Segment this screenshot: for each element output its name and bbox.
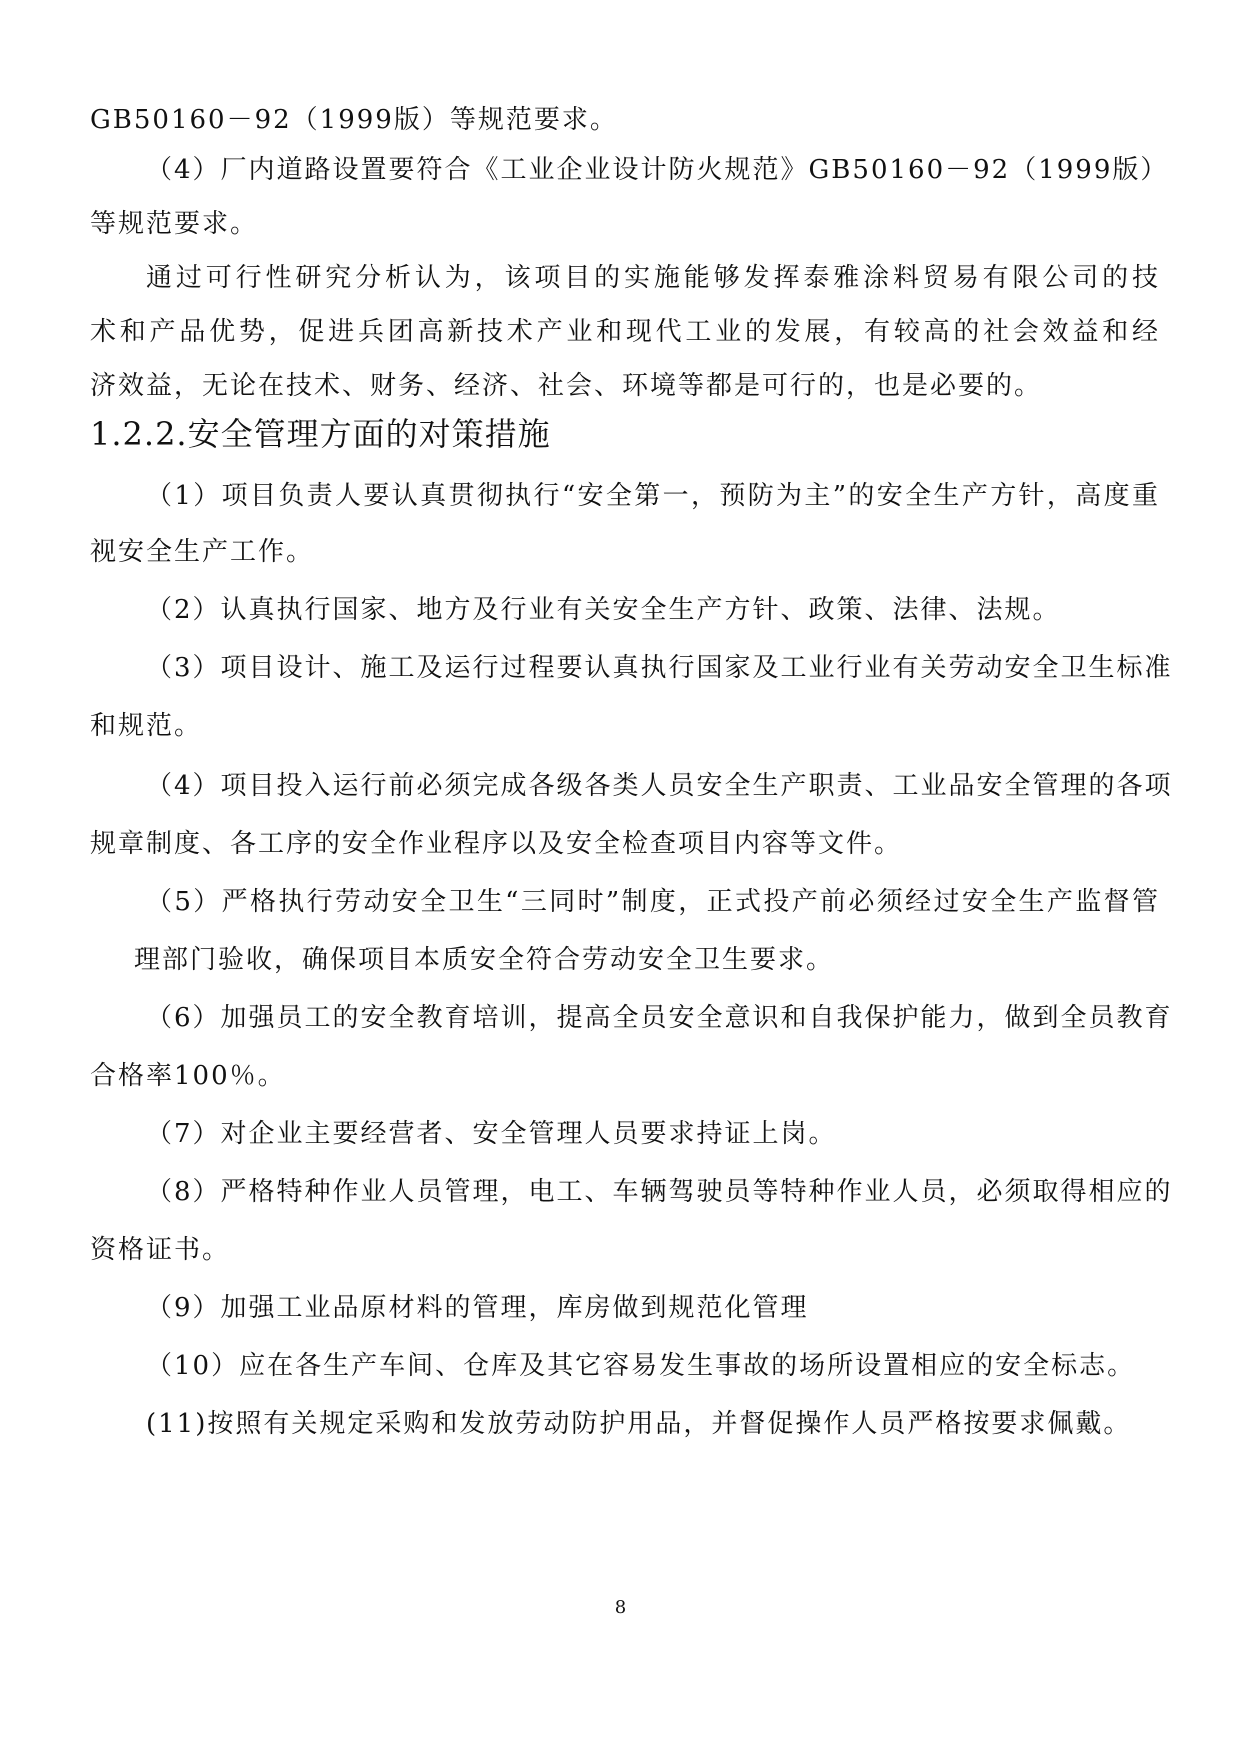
text-line: 资格证书。 [90, 1235, 231, 1265]
text-line: （4）项目投入运行前必须完成各级各类人员安全生产职责、工业品安全管理的各项 [146, 771, 1173, 801]
text-line: 合格率100％。 [90, 1061, 286, 1091]
text-line: 规章制度、各工序的安全作业程序以及安全检查项目内容等文件。 [90, 829, 903, 859]
page-number: 8 [614, 1597, 627, 1618]
section-heading: 1.2.2.安全管理方面的对策措施 [90, 415, 551, 453]
text-line: （6）加强员工的安全教育培训，提高全员安全意识和自我保护能力，做到全员教育 [146, 1003, 1173, 1033]
text-line: 和规范。 [90, 711, 203, 741]
text-line: （4）厂内道路设置要符合《工业企业设计防火规范》GB50160－92（1999版） [146, 155, 1169, 185]
text-line: (11)按照有关规定采购和发放劳动防护用品，并督促操作人员严格按要求佩戴。 [146, 1409, 1132, 1439]
text-line: 济效益，无论在技术、财务、经济、社会、环境等都是可行的，也是必要的。 [90, 371, 1043, 401]
text-line: （2）认真执行国家、地方及行业有关安全生产方针、政策、法律、法规。 [146, 595, 1061, 625]
text-line: 通过可行性研究分析认为，该项目的实施能够发挥泰雅涂料贸易有限公司的技 [146, 263, 1160, 293]
text-line: （3）项目设计、施工及运行过程要认真执行国家及工业行业有关劳动安全卫生标准 [146, 653, 1173, 683]
text-line: （1）项目负责人要认真贯彻执行“安全第一，预防为主”的安全生产方针，高度重 [146, 481, 1160, 511]
text-line: GB50160－92（1999版）等规范要求。 [90, 105, 618, 135]
text-line: （9）加强工业品原材料的管理，库房做到规范化管理 [146, 1293, 809, 1323]
text-line: （10）应在各生产车间、仓库及其它容易发生事故的场所设置相应的安全标志。 [146, 1351, 1136, 1381]
text-line: 术和产品优势，促进兵团高新技术产业和现代工业的发展，有较高的社会效益和经 [90, 317, 1160, 347]
text-line: 视安全生产工作。 [90, 537, 315, 567]
text-line: （5）严格执行劳动安全卫生“三同时”制度，正式投产前必须经过安全生产监督管 [146, 887, 1160, 917]
text-line: （7）对企业主要经营者、安全管理人员要求持证上岗。 [146, 1119, 837, 1149]
text-line: 理部门验收，确保项目本质安全符合劳动安全卫生要求。 [134, 945, 835, 975]
text-line: （8）严格特种作业人员管理，电工、车辆驾驶员等特种作业人员，必须取得相应的 [146, 1177, 1173, 1207]
text-line: 等规范要求。 [90, 209, 259, 239]
